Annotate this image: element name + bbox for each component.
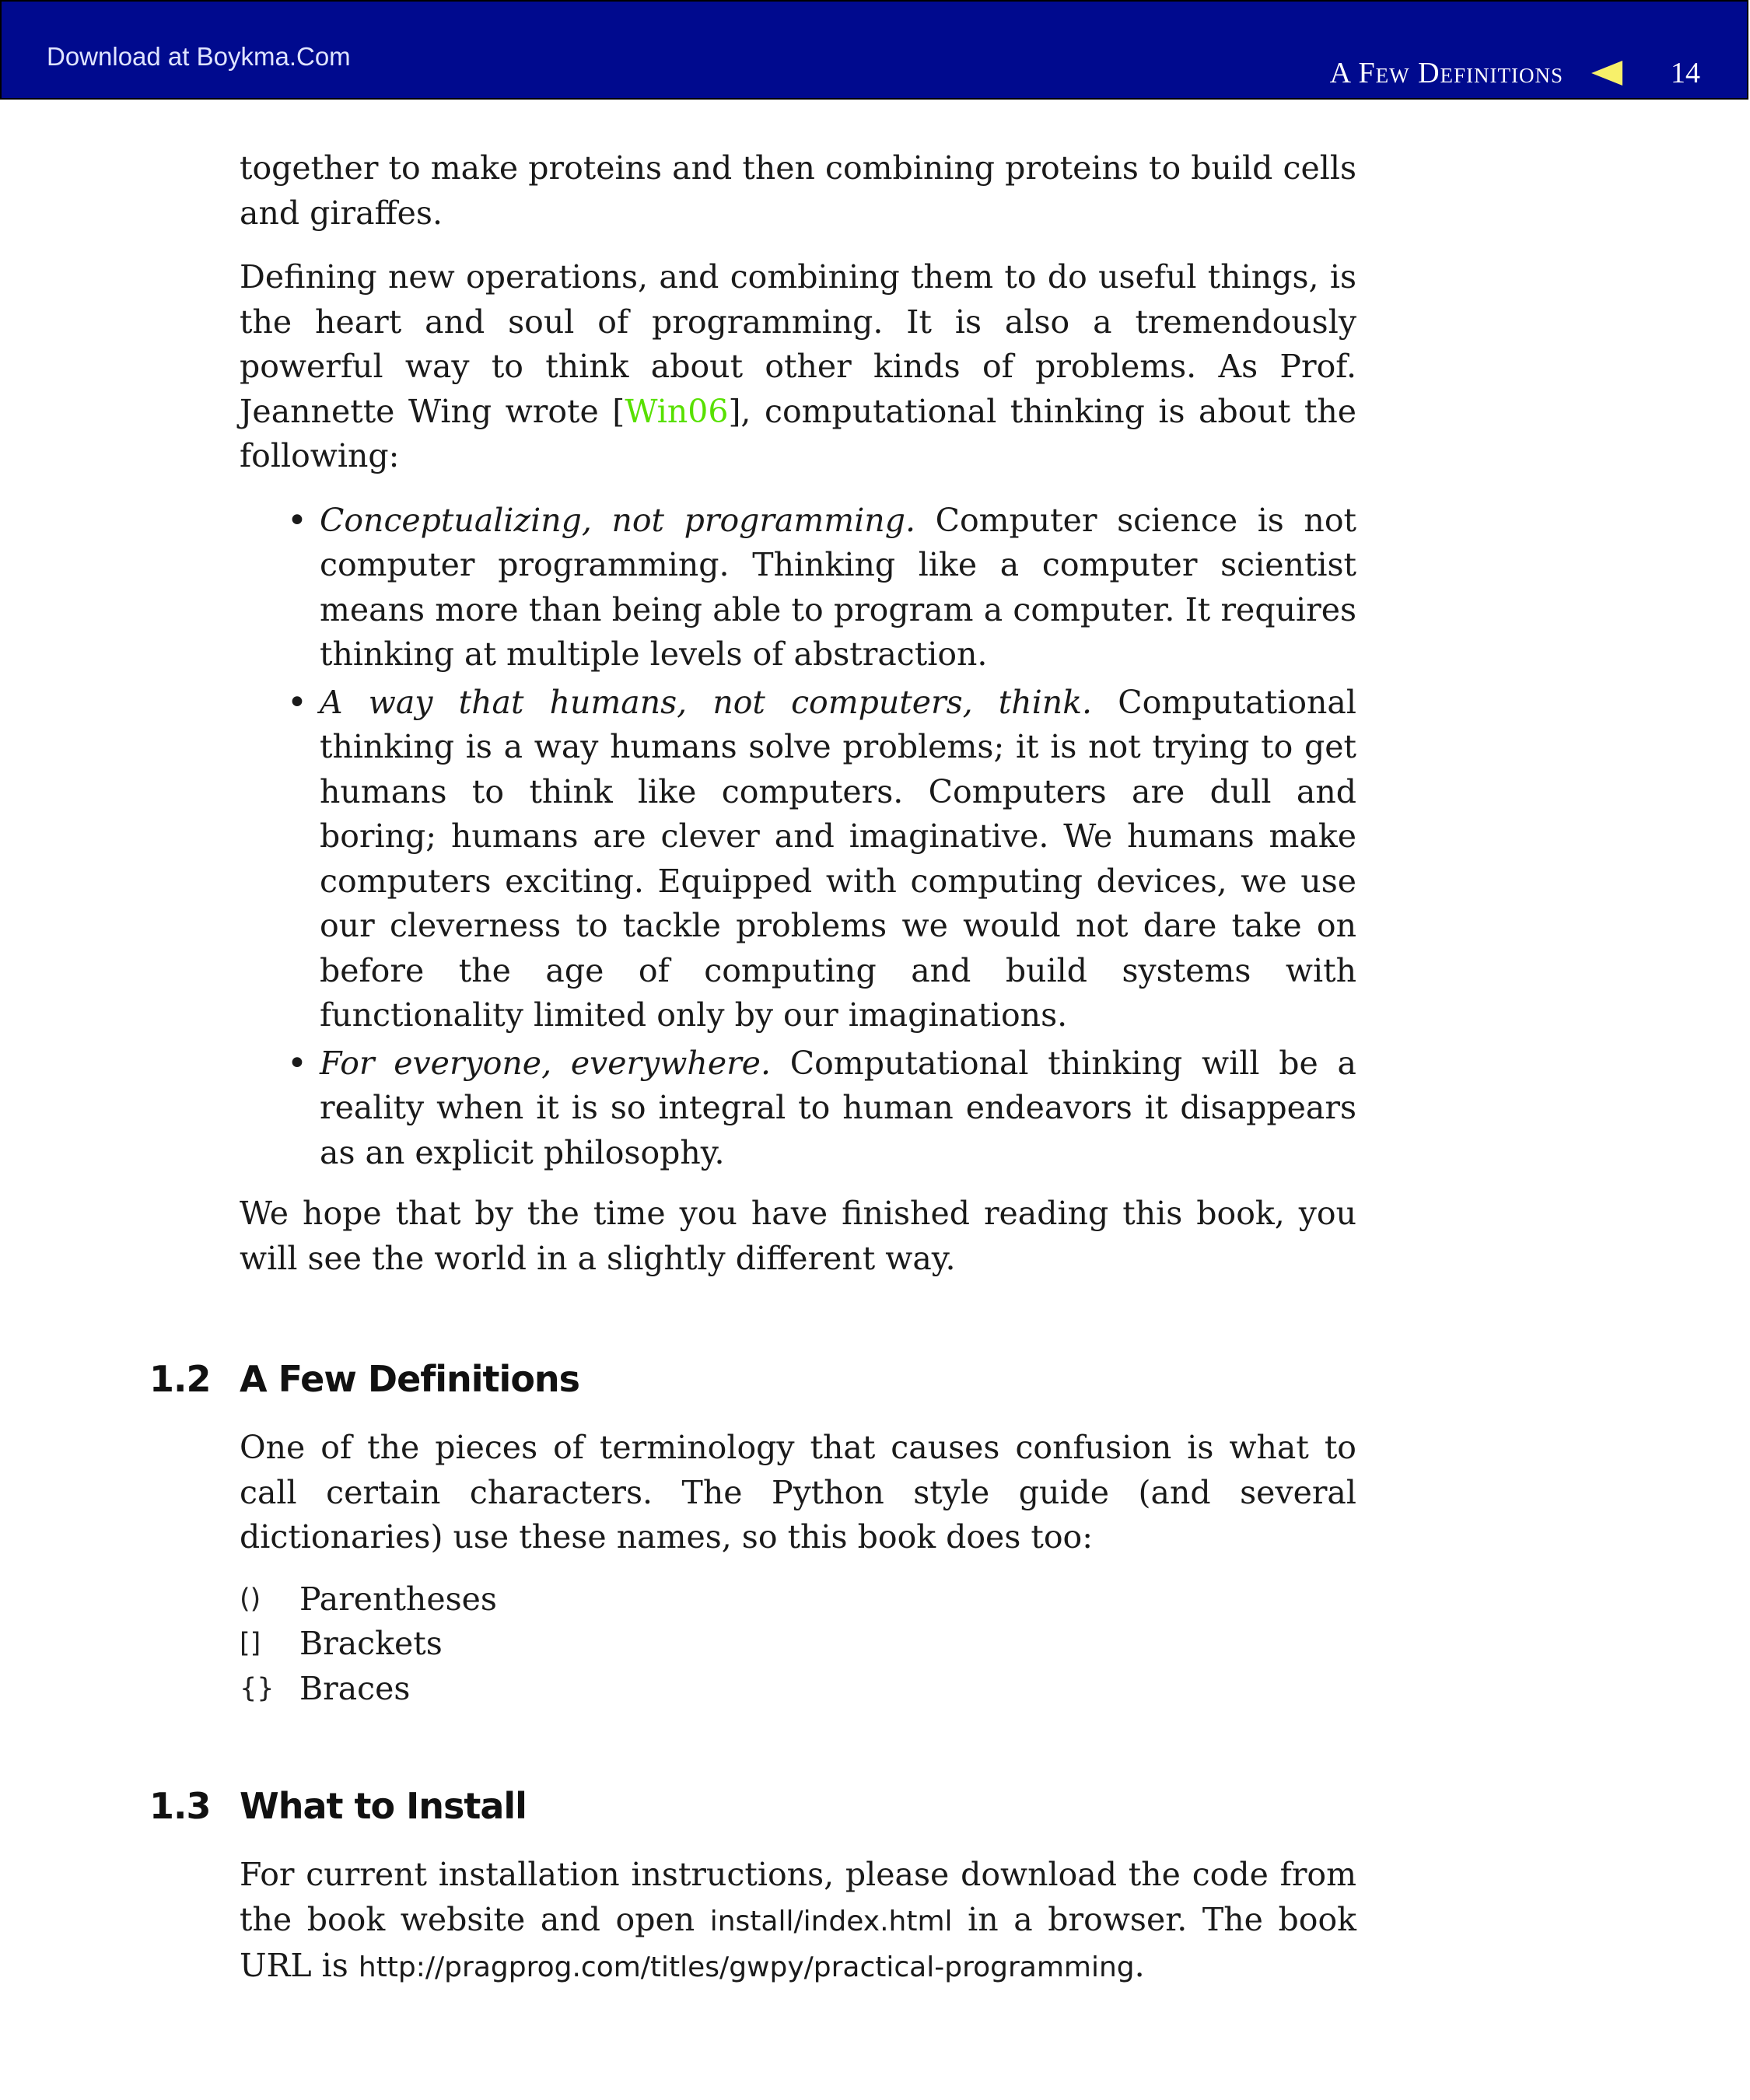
- header-bar: [0, 0, 1748, 100]
- term-symbol: (): [240, 1583, 261, 1615]
- list-item: [320, 1041, 1356, 1176]
- section-heading-definitions: [149, 1356, 1356, 1402]
- paragraph-closing: We hope that by the time you have finished reading this book, you will see the world in a slightly different way.: [240, 1195, 1356, 1277]
- definition-list: [240, 1577, 1356, 1712]
- section-title: What to Install: [240, 1785, 527, 1827]
- paragraph-text: in a browser. The book URL is: [240, 1900, 1356, 1984]
- page-number: 14: [1671, 57, 1700, 89]
- bullet-lead: Conceptualizing, not programming.: [320, 501, 915, 539]
- bullet-text: Computational thinking is a way humans solve problems; it is not trying to get humans to think like computers. Computers are dull and boring; humans are clever and imaginative. We humans make computers exciting. Equipped with computing devices, we use our cleverness to tackle problems we would not dare take on before the age of computing and build systems with functionality limited only by our imaginations.: [320, 683, 1356, 1034]
- bullet-text: Computational thinking will be a reality when it is so integral to human endeavors it disappears as an explicit philosophy.: [320, 1044, 1356, 1171]
- paragraph-programming: [240, 255, 1356, 479]
- section-number: 1.3: [149, 1785, 211, 1827]
- list-item: [320, 499, 1356, 677]
- section-number: 1.2: [149, 1358, 211, 1400]
- paragraph-install: [240, 1853, 1356, 1990]
- paragraph-text: ], computational thinking is about the following:: [240, 392, 1356, 474]
- bullet-text: Computer science is not computer programming. Thinking like a computer scientist means more than being able to program a computer. It requires thinking at multiple levels of abstraction.: [320, 501, 1356, 673]
- running-title: A Few Definitions: [1329, 57, 1563, 89]
- install-path: install/index.html: [709, 1905, 953, 1937]
- paragraph-definitions-intro: One of the pieces of terminology that causes confusion is what to call certain characters. The Python style guide (and several dictionaries) use these names, so this book does too:: [240, 1429, 1356, 1556]
- citation-link[interactable]: Win06: [625, 392, 729, 430]
- paragraph-text: For current installation instructions, please download the code from the book website and open: [240, 1856, 1356, 1938]
- term-name: Parentheses: [299, 1580, 497, 1618]
- section-heading-install: [149, 1783, 1356, 1829]
- list-item: [240, 1667, 1356, 1712]
- list-item: [240, 1622, 1356, 1667]
- list-item: [320, 681, 1356, 1038]
- paragraph-text: .: [1134, 1947, 1145, 1984]
- bullet-lead: A way that humans, not computers, think.: [320, 683, 1093, 721]
- term-name: Brackets: [299, 1625, 443, 1662]
- bullet-lead: For everyone, everywhere.: [320, 1044, 771, 1082]
- back-arrow-icon[interactable]: [1591, 61, 1622, 86]
- bullet-list: [240, 499, 1356, 1176]
- paragraph-continuation: together to make proteins and then combining proteins to build cells and giraffes.: [240, 149, 1356, 232]
- term-symbol: {}: [240, 1672, 275, 1704]
- paragraph-text: Defining new operations, and combining them to do useful things, is the heart and soul of programming. It is also a tremendously powerful way to think about other kinds of problems. As Prof. Jeannette Wing wrote [: [240, 258, 1356, 430]
- download-watermark-link[interactable]: Download at Boykma.Com: [47, 42, 351, 71]
- section-title: A Few Definitions: [240, 1358, 580, 1400]
- term-symbol: []: [240, 1628, 261, 1659]
- page-content: [149, 146, 1356, 1990]
- book-url-link[interactable]: http://pragprog.com/titles/gwpy/practical-programming: [358, 1951, 1135, 1983]
- list-item: [240, 1577, 1356, 1622]
- term-name: Braces: [299, 1669, 411, 1707]
- header-nav: [1330, 56, 1622, 90]
